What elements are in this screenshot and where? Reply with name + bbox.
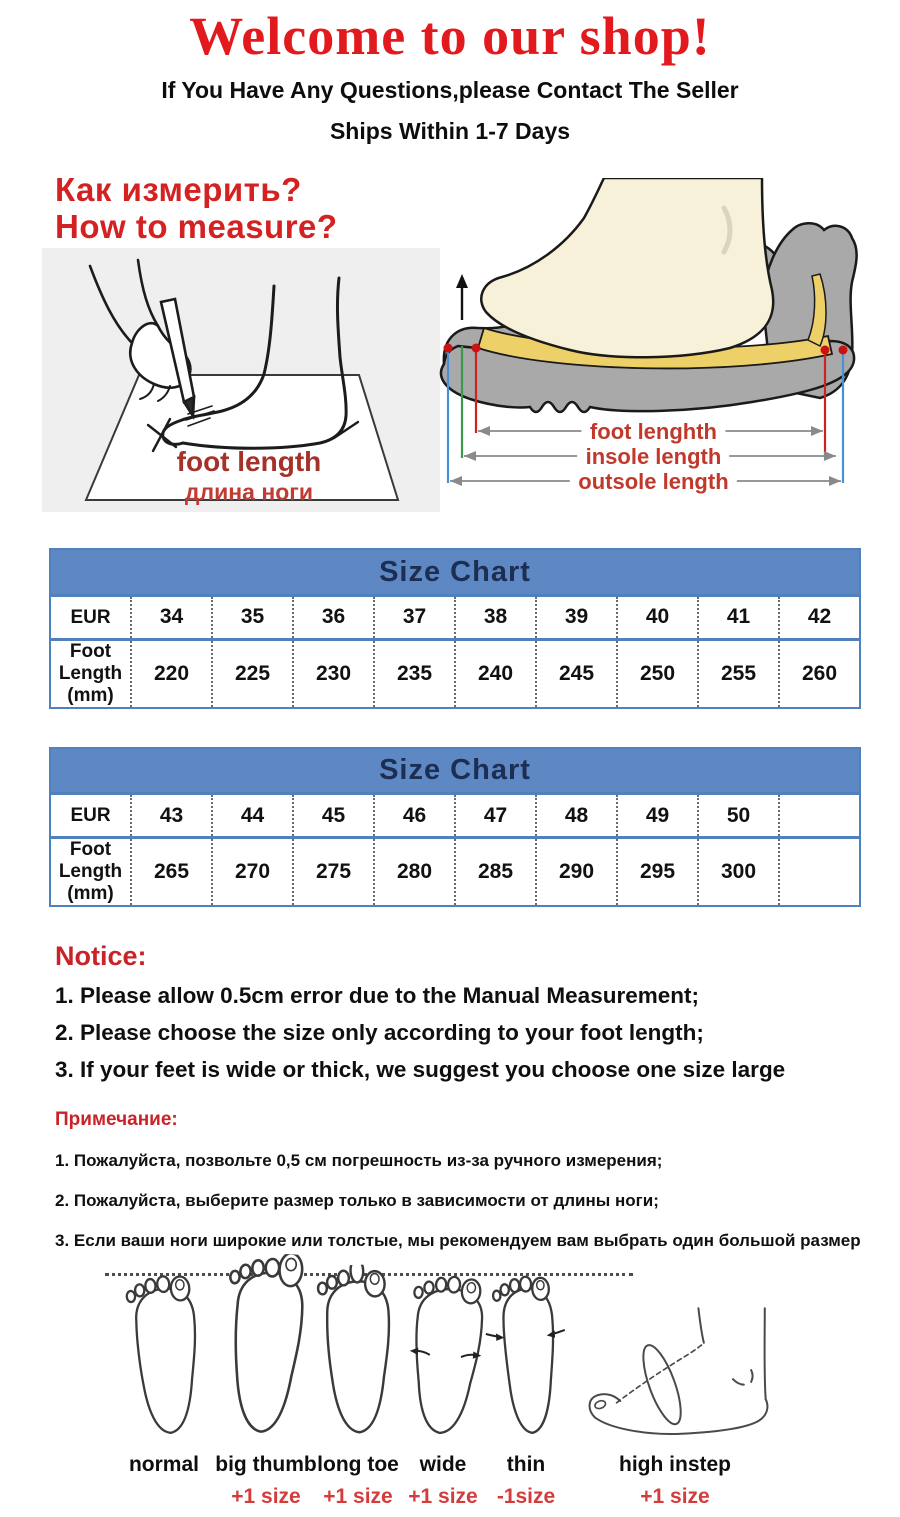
size-cell: 40 (617, 595, 698, 639)
size-cell (779, 794, 860, 838)
notice-ru-heading: Примечание: (55, 1108, 178, 1130)
shoe-measurement-diagram (432, 178, 884, 510)
notice-english (55, 941, 900, 1083)
length-cell: 265 (131, 838, 212, 906)
length-cell: 295 (617, 838, 698, 906)
foot-tracing-drawing (42, 248, 440, 512)
measure-heading-ru: Как измерить? (55, 171, 302, 209)
eur-row (50, 595, 860, 639)
foot-types-section (0, 1261, 900, 1517)
size-cell: 34 (131, 595, 212, 639)
page-header (0, 0, 900, 146)
notice-item: 3. If your feet is wide or thick, we suggest you choose one size large (55, 1056, 786, 1082)
size-cell: 45 (293, 794, 374, 838)
length-cell: 220 (131, 639, 212, 707)
size-cell: 50 (698, 794, 779, 838)
notice-ru-item: 1. Пожалуйста, позвольте 0,5 см погрешность из-за ручного измерения; (55, 1150, 663, 1170)
size-cell: 49 (617, 794, 698, 838)
length-cell: 255 (698, 639, 779, 707)
length-cell: 300 (698, 838, 779, 906)
foot-length-row (50, 838, 860, 906)
size-cell: 42 (779, 595, 860, 639)
size-cell: 38 (455, 595, 536, 639)
foot-length-dim-label: foot lenghth (582, 420, 725, 444)
length-cell: 235 (374, 639, 455, 707)
size-chart-table-1 (49, 548, 861, 708)
thin-foot-icon (473, 1272, 578, 1452)
length-cell: 290 (536, 838, 617, 906)
length-cell: 270 (212, 838, 293, 906)
foot-type-label: thin (506, 1452, 546, 1476)
foot-type-label: normal (128, 1452, 199, 1476)
notice-item: 1. Please allow 0.5cm error due to the Manual Measurement; (55, 982, 699, 1008)
length-cell: 240 (455, 639, 536, 707)
length-cell: 230 (293, 639, 374, 707)
shipping-time-line: Ships Within 1-7 Days (329, 117, 571, 144)
size-cell: 44 (212, 794, 293, 838)
length-cell: 285 (455, 838, 536, 906)
size-chart-table-2 (49, 747, 861, 907)
foot-length-label: foot length (176, 446, 322, 478)
foot-type-label: high instep (619, 1452, 731, 1476)
size-note: -1size (496, 1484, 556, 1508)
row-header-eur: EUR (50, 794, 131, 838)
row-header-eur: EUR (50, 595, 131, 639)
notice-ru-item: 2. Пожалуйста, выберите размер только в зависимости от длины ноги; (55, 1190, 659, 1210)
insole-length-dim-label: insole length (578, 445, 730, 469)
size-note: +1 size (231, 1484, 301, 1508)
length-cell (779, 838, 860, 906)
row-header-foot-length: Foot Length (mm) (50, 639, 131, 707)
length-cell: 250 (617, 639, 698, 707)
shop-title: Welcome to our shop! (189, 6, 711, 66)
size-cell: 46 (374, 794, 455, 838)
size-chart-title: Size Chart (50, 748, 860, 794)
notice-item: 2. Please choose the size only according to your foot length; (55, 1019, 704, 1045)
size-cell: 35 (212, 595, 293, 639)
foot-length-row (50, 639, 860, 707)
notice-heading: Notice: (55, 940, 147, 971)
row-header-foot-length: Foot Length (mm) (50, 838, 131, 906)
outsole-length-dim-label: outsole length (570, 470, 736, 494)
measure-heading-en: How to measure? (55, 208, 338, 246)
foot-type-label: wide (419, 1452, 467, 1476)
foot-length-label-ru: длина ноги (184, 479, 313, 506)
size-cell: 43 (131, 794, 212, 838)
size-note: +1 size (640, 1484, 710, 1508)
size-cell: 37 (374, 595, 455, 639)
high-instep-foot-icon (575, 1301, 780, 1456)
length-cell: 280 (374, 838, 455, 906)
size-note: +1 size (408, 1484, 478, 1508)
eur-row (50, 794, 860, 838)
length-cell: 275 (293, 838, 374, 906)
notice-russian (55, 1109, 900, 1251)
size-cell: 36 (293, 595, 374, 639)
size-chart-title: Size Chart (50, 549, 860, 595)
notice-ru-item: 3. Если ваши ноги широкие или толстые, мы рекомендуем вам выбрать один большой размер (55, 1230, 861, 1250)
size-cell: 41 (698, 595, 779, 639)
measure-headings (55, 172, 338, 246)
normal-foot-icon (109, 1271, 221, 1453)
foot-type-label: big thumb (215, 1452, 317, 1476)
length-cell: 225 (212, 639, 293, 707)
foot-type-label: long toe (317, 1452, 399, 1476)
measure-section (0, 168, 900, 520)
length-cell: 245 (536, 639, 617, 707)
size-cell: 47 (455, 794, 536, 838)
length-cell: 260 (779, 639, 860, 707)
size-cell: 48 (536, 794, 617, 838)
contact-seller-line: If You Have Any Questions,please Contact The Seller (161, 76, 739, 103)
size-cell: 39 (536, 595, 617, 639)
size-note: +1 size (323, 1484, 393, 1508)
